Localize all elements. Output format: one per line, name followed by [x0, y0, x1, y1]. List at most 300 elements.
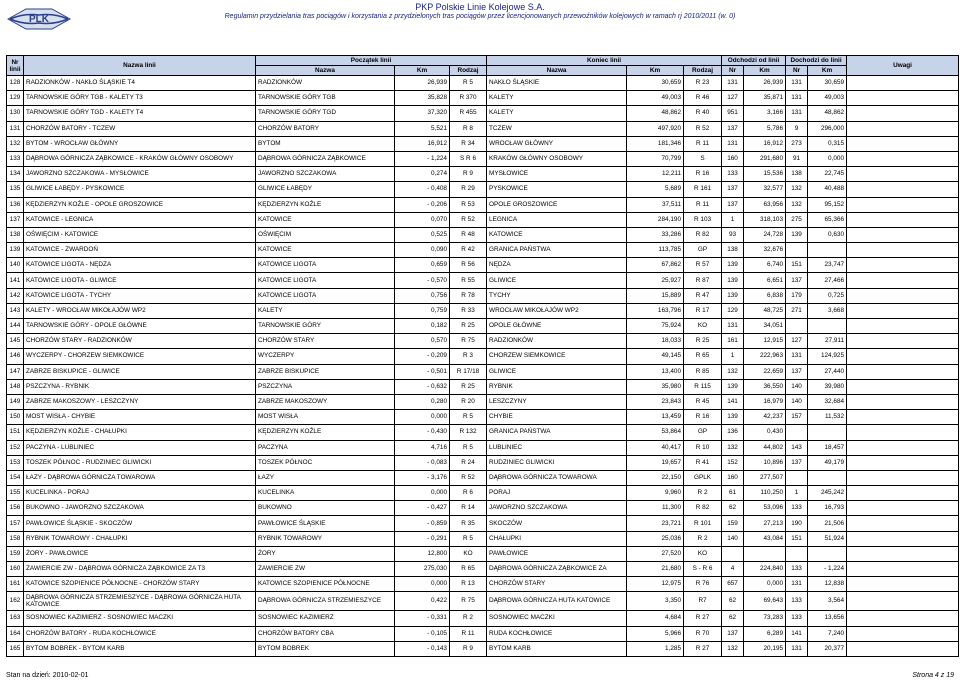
table-cell: 143 — [7, 303, 24, 318]
table-cell: R 9 — [450, 167, 487, 182]
table-cell: R 103 — [684, 212, 722, 227]
table-cell: 37,320 — [395, 106, 450, 121]
table-cell: 27,520 — [627, 546, 684, 561]
table-cell: GP — [684, 425, 722, 440]
table-cell-uwagi — [847, 167, 959, 182]
table-cell: DĄBROWA GÓRNICZA STRZEMIESZYCE - DĄBROWA GÓRNICZA HUTA KATOWICE — [24, 592, 256, 611]
table-cell: 137 — [722, 197, 744, 212]
table-cell: 3,166 — [744, 106, 786, 121]
table-cell: 163 — [7, 611, 24, 626]
table-cell: TOSZEK PÓŁNOC - RUDZINIEC GLIWICKI — [24, 455, 256, 470]
table-cell: R 16 — [684, 410, 722, 425]
table-cell: 162 — [7, 592, 24, 611]
table-cell: 129 — [7, 91, 24, 106]
table-cell: R 17 — [684, 303, 722, 318]
table-cell: 146 — [7, 349, 24, 364]
table-cell: 7,240 — [808, 626, 847, 641]
table-cell: 22,745 — [808, 167, 847, 182]
table-cell: 181,346 — [627, 136, 684, 151]
table-row — [7, 410, 959, 425]
table-cell: 13,656 — [808, 611, 847, 626]
table-cell: 132 — [786, 182, 808, 197]
table-cell: 0,759 — [395, 303, 450, 318]
table-cell: 32,676 — [744, 243, 786, 258]
table-cell: 0,659 — [395, 258, 450, 273]
table-cell: R 34 — [450, 136, 487, 151]
table-cell: 0,000 — [395, 577, 450, 592]
table-cell: - 1,224 — [395, 151, 450, 166]
table-cell: R 17/18 — [450, 364, 487, 379]
table-cell: 27,440 — [808, 364, 847, 379]
table-cell: R 132 — [450, 425, 487, 440]
table-row — [7, 197, 959, 212]
table-cell: 140 — [786, 394, 808, 409]
table-cell: 6,740 — [744, 258, 786, 273]
table-cell: NAKŁO ŚLĄSKIE — [487, 76, 627, 91]
table-cell: 43,084 — [744, 531, 786, 546]
table-cell: R 5 — [450, 76, 487, 91]
table-cell: 136 — [7, 197, 24, 212]
table-cell: ZAWIERCIE ZW - DĄBROWA GÓRNICZA ZĄBKOWICE ZA T3 — [24, 562, 256, 577]
table-cell: SKOCZÓW — [487, 516, 627, 531]
table-cell: 138 — [7, 227, 24, 242]
table-cell-uwagi — [847, 243, 959, 258]
table-cell: 0,182 — [395, 319, 450, 334]
table-cell: 159 — [722, 516, 744, 531]
table-cell: 152 — [7, 440, 24, 455]
table-cell: TYCHY — [487, 288, 627, 303]
table-row — [7, 516, 959, 531]
table-cell: R 8 — [450, 121, 487, 136]
table-cell: 25,036 — [627, 531, 684, 546]
table-cell: 131 — [786, 76, 808, 91]
table-cell: 65,366 — [808, 212, 847, 227]
table-cell: KALETY — [487, 106, 627, 121]
table-cell: 149 — [7, 394, 24, 409]
table-cell: 13,400 — [627, 364, 684, 379]
header-start-km: Km — [395, 66, 450, 76]
table-cell: 62 — [722, 592, 744, 611]
table-cell-uwagi — [847, 151, 959, 166]
table-cell: CHORZÓW BATORY - TCZEW — [24, 121, 256, 136]
table-cell: 318,103 — [744, 212, 786, 227]
table-cell-uwagi — [847, 258, 959, 273]
table-cell-uwagi — [847, 531, 959, 546]
table-cell: 0,000 — [395, 486, 450, 501]
table-cell-uwagi — [847, 136, 959, 151]
table-cell: ZABRZE MAKOSZOWY — [256, 394, 395, 409]
table-cell: 12,800 — [395, 546, 450, 561]
table-cell: 165 — [7, 641, 24, 656]
table-cell: 53,864 — [627, 425, 684, 440]
table-cell: R 65 — [684, 349, 722, 364]
table-cell: - 0,206 — [395, 197, 450, 212]
table-cell: 5,521 — [395, 121, 450, 136]
table-cell: 6,651 — [744, 273, 786, 288]
table-cell: SOSNOWIEC KAZIMIERZ - SOSNOWIEC MACZKI — [24, 611, 256, 626]
table-cell — [786, 470, 808, 485]
table-cell: 16,912 — [395, 136, 450, 151]
table-cell: 139 — [722, 288, 744, 303]
table-cell: R 14 — [450, 501, 487, 516]
table-cell: - 0,430 — [395, 425, 450, 440]
table-cell: 5,966 — [627, 626, 684, 641]
table-row — [7, 76, 959, 91]
header-end-nazwa: Nazwa — [487, 66, 627, 76]
table-cell-uwagi — [847, 394, 959, 409]
table-cell-uwagi — [847, 227, 959, 242]
table-row — [7, 455, 959, 470]
table-cell: 0,756 — [395, 288, 450, 303]
table-cell: 222,963 — [744, 349, 786, 364]
table-cell: KATOWICE - ZWARDOŃ — [24, 243, 256, 258]
table-cell: NĘDZA — [487, 258, 627, 273]
table-cell: - 0,632 — [395, 379, 450, 394]
table-cell: 133 — [786, 611, 808, 626]
table-cell: 161 — [7, 577, 24, 592]
table-cell: R 47 — [684, 288, 722, 303]
header-end-km: Km — [627, 66, 684, 76]
table-cell: 144 — [7, 319, 24, 334]
table-row — [7, 303, 959, 318]
table-cell-uwagi — [847, 626, 959, 641]
document-subtitle: Regulamin przydzielania tras pociągów i korzystania z przydzielonych tras pociągów przez licencjonowanych przewoźników kolejowych w ramach rj 2010/2011 (w. 0) — [224, 13, 736, 20]
table-cell-uwagi — [847, 364, 959, 379]
table-cell: 20,195 — [744, 641, 786, 656]
table-cell: - 0,859 — [395, 516, 450, 531]
table-cell: R 55 — [450, 273, 487, 288]
table-cell-uwagi — [847, 349, 959, 364]
table-cell: KATOWICE LIGOTA — [256, 258, 395, 273]
table-cell: R 11 — [684, 197, 722, 212]
table-cell: R 75 — [450, 334, 487, 349]
table-cell: R 53 — [450, 197, 487, 212]
table-cell: R 16 — [684, 167, 722, 182]
table-cell: 53,096 — [744, 501, 786, 516]
table-cell: GRANICA PAŃSTWA — [487, 425, 627, 440]
table-cell: 5,786 — [744, 121, 786, 136]
table-cell: KATOWICE SZOPIENICE PÓŁNOCNE - CHORZÓW STARY — [24, 577, 256, 592]
table-cell: R 11 — [450, 626, 487, 641]
table-cell: - 0,291 — [395, 531, 450, 546]
table-cell — [722, 546, 744, 561]
table-cell: 15,536 — [744, 167, 786, 182]
table-cell: 20,377 — [808, 641, 847, 656]
table-cell-uwagi — [847, 379, 959, 394]
table-cell — [786, 546, 808, 561]
table-cell: KALETY — [487, 91, 627, 106]
table-cell: R 5 — [450, 531, 487, 546]
table-cell: RADZIONKÓW — [487, 334, 627, 349]
table-cell: 1 — [786, 486, 808, 501]
table-cell: R 76 — [684, 577, 722, 592]
table-cell: 139 — [722, 273, 744, 288]
table-row — [7, 394, 959, 409]
table-cell: 151 — [786, 531, 808, 546]
table-cell: 139 — [722, 258, 744, 273]
table-cell: 160 — [722, 151, 744, 166]
table-cell: 35,828 — [395, 91, 450, 106]
table-cell: R 52 — [450, 470, 487, 485]
table-row — [7, 288, 959, 303]
table-cell: 132 — [722, 440, 744, 455]
table-cell: 141 — [7, 273, 24, 288]
table-cell: 12,838 — [808, 577, 847, 592]
table-cell: MYSŁOWICE — [487, 167, 627, 182]
table-cell: 0,525 — [395, 227, 450, 242]
table-cell: OPOLE GŁÓWNE — [487, 319, 627, 334]
table-cell: RADZIONKÓW — [256, 76, 395, 91]
table-cell: 140 — [786, 379, 808, 394]
table-cell: R 2 — [684, 531, 722, 546]
table-cell: KĘDZIERZYN KOŹLE - OPOLE GROSZOWICE — [24, 197, 256, 212]
table-row — [7, 546, 959, 561]
table-cell: 136 — [722, 425, 744, 440]
table-cell-uwagi — [847, 106, 959, 121]
table-cell: 3,564 — [808, 592, 847, 611]
table-cell: 131 — [786, 91, 808, 106]
table-cell: CHORZÓW BATORY CBA — [256, 626, 395, 641]
table-cell-uwagi — [847, 273, 959, 288]
table-cell: R 101 — [684, 516, 722, 531]
table-cell: ZABRZE MAKOSZOWY - LESZCZYNY — [24, 394, 256, 409]
table-cell: 36,550 — [744, 379, 786, 394]
table-cell: 137 — [7, 212, 24, 227]
table-cell: 0,315 — [808, 136, 847, 151]
table-cell: KATOWICE - LEGNICA — [24, 212, 256, 227]
table-cell: CHORZÓW STARY — [487, 577, 627, 592]
table-cell: 48,862 — [627, 106, 684, 121]
table-cell: TARNOWSKIE GÓRY TGD - KALETY T4 — [24, 106, 256, 121]
table-cell: R 65 — [450, 562, 487, 577]
table-cell: 13,459 — [627, 410, 684, 425]
table-cell: 134 — [7, 167, 24, 182]
footer-page: Strona 4 z 19 — [912, 672, 954, 679]
table-cell: 33,286 — [627, 227, 684, 242]
table-row — [7, 349, 959, 364]
table-cell: ŁAZY — [256, 470, 395, 485]
table-cell: 135 — [7, 182, 24, 197]
table-cell: CHYBIE — [487, 410, 627, 425]
table-cell: 127 — [786, 334, 808, 349]
table-cell: DĄBROWA GÓRNICZA ZĄBKOWICE — [256, 151, 395, 166]
lines-table — [6, 55, 959, 657]
table-cell: 133 — [7, 151, 24, 166]
table-cell: OŚWIĘCIM — [256, 227, 395, 242]
table-row — [7, 379, 959, 394]
table-cell: KO — [684, 546, 722, 561]
table-cell: 133 — [722, 167, 744, 182]
table-cell-uwagi — [847, 319, 959, 334]
table-cell: PACZYNA - LUBLINIEC — [24, 440, 256, 455]
logo-text: PLK — [29, 14, 49, 25]
table-cell: 147 — [7, 364, 24, 379]
table-cell: DĄBROWA GÓRNICZA ZĄBKOWICE ZA — [487, 562, 627, 577]
table-cell: 131 — [786, 106, 808, 121]
table-cell: 0,000 — [744, 577, 786, 592]
table-cell-uwagi — [847, 440, 959, 455]
table-cell: KATOWICE — [256, 243, 395, 258]
table-row — [7, 182, 959, 197]
table-cell-uwagi — [847, 182, 959, 197]
table-cell: R 23 — [684, 76, 722, 91]
table-cell: R 11 — [684, 136, 722, 151]
table-cell: R 2 — [684, 486, 722, 501]
table-cell: 11,532 — [808, 410, 847, 425]
table-cell: 63,956 — [744, 197, 786, 212]
table-cell-uwagi — [847, 611, 959, 626]
table-cell: KATOWICE — [256, 212, 395, 227]
table-cell: 18,033 — [627, 334, 684, 349]
table-row — [7, 243, 959, 258]
header-end-rodzaj: Rodzaj — [684, 66, 722, 76]
table-cell: R7 — [684, 592, 722, 611]
table-cell: PSZCZYNA - RYBNIK — [24, 379, 256, 394]
table-cell: 140 — [7, 258, 24, 273]
table-cell: 190 — [786, 516, 808, 531]
table-cell: CHORZEW SIEMKOWICE — [487, 349, 627, 364]
table-cell: 164 — [7, 626, 24, 641]
table-cell: 16,793 — [808, 501, 847, 516]
table-cell: R 56 — [450, 258, 487, 273]
table-cell: 3,350 — [627, 592, 684, 611]
table-cell: 44,802 — [744, 440, 786, 455]
table-cell: 6,289 — [744, 626, 786, 641]
table-cell: - 0,570 — [395, 273, 450, 288]
table-cell: R 75 — [450, 592, 487, 611]
table-row — [7, 470, 959, 485]
header-poczatek: Początek linii — [256, 56, 487, 66]
table-cell: R 161 — [684, 182, 722, 197]
table-cell: 32,684 — [808, 394, 847, 409]
table-cell: R 115 — [684, 379, 722, 394]
table-cell: RYBNIK TOWAROWY - CHAŁUPKI — [24, 531, 256, 546]
table-cell: 69,643 — [744, 592, 786, 611]
table-cell: OŚWIĘCIM - KATOWICE — [24, 227, 256, 242]
table-cell: 275 — [786, 212, 808, 227]
table-row — [7, 486, 959, 501]
table-cell-uwagi — [847, 486, 959, 501]
table-row — [7, 364, 959, 379]
table-cell: R 48 — [450, 227, 487, 242]
table-cell: 22,150 — [627, 470, 684, 485]
table-cell — [808, 546, 847, 561]
table-cell: BYTOM KARB — [487, 641, 627, 656]
table-cell: R 5 — [450, 410, 487, 425]
table-cell: 153 — [7, 455, 24, 470]
table-cell-uwagi — [847, 516, 959, 531]
table-cell: 128 — [7, 76, 24, 91]
header-nr-linii: Nr linii — [7, 56, 24, 76]
table-row — [7, 151, 959, 166]
table-cell: 127 — [722, 91, 744, 106]
table-cell: - 0,501 — [395, 364, 450, 379]
table-cell: 132 — [7, 136, 24, 151]
table-cell — [808, 425, 847, 440]
table-cell: - 0,331 — [395, 611, 450, 626]
table-cell: R 42 — [450, 243, 487, 258]
table-cell: KATOWICE LIGOTA - NĘDZA — [24, 258, 256, 273]
table-cell: R 35 — [450, 516, 487, 531]
table-cell: 12,211 — [627, 167, 684, 182]
table-cell: 51,924 — [808, 531, 847, 546]
table-cell: 49,145 — [627, 349, 684, 364]
table-cell: GLIWICE ŁABĘDY - PYSKOWICE — [24, 182, 256, 197]
table-cell: 137 — [722, 182, 744, 197]
table-cell: TARNOWSKIE GÓRY TGB - KALETY T3 — [24, 91, 256, 106]
table-cell: 131 — [7, 121, 24, 136]
table-cell: R 78 — [450, 288, 487, 303]
table-cell: 19,657 — [627, 455, 684, 470]
table-cell: KALETY — [256, 303, 395, 318]
table-cell: 0,422 — [395, 592, 450, 611]
table-cell: 75,924 — [627, 319, 684, 334]
table-cell: 16,912 — [744, 136, 786, 151]
table-cell: 93 — [722, 227, 744, 242]
table-cell: - 0,408 — [395, 182, 450, 197]
table-cell: 141 — [786, 626, 808, 641]
table-cell: ZABRZE BISKUPICE - GLIWICE — [24, 364, 256, 379]
table-cell: 21,506 — [808, 516, 847, 531]
table-cell: 139 — [7, 243, 24, 258]
table-cell: DĄBROWA GÓRNICZA STRZEMIESZYCE — [256, 592, 395, 611]
table-cell: 9 — [786, 121, 808, 136]
table-row — [7, 334, 959, 349]
table-cell: 152 — [722, 455, 744, 470]
table-cell: S - R 6 — [684, 562, 722, 577]
table-cell: KATOWICE LIGOTA - GLIWICE — [24, 273, 256, 288]
table-cell: R 3 — [450, 349, 487, 364]
table-cell: KATOWICE LIGOTA — [256, 288, 395, 303]
table-cell-uwagi — [847, 288, 959, 303]
table-cell: 40,488 — [808, 182, 847, 197]
table-cell-uwagi — [847, 76, 959, 91]
table-cell: 0,090 — [395, 243, 450, 258]
table-cell: 158 — [7, 531, 24, 546]
table-cell: 148 — [7, 379, 24, 394]
table-row — [7, 531, 959, 546]
table-cell: GP — [684, 243, 722, 258]
header-odchodzi: Odchodzi od linii — [722, 56, 786, 66]
table-cell: R 25 — [450, 319, 487, 334]
table-cell: 37,511 — [627, 197, 684, 212]
table-cell: RYBNIK TOWAROWY — [256, 531, 395, 546]
table-cell: DĄBROWA GÓRNICZA TOWAROWA — [487, 470, 627, 485]
table-cell: 273 — [786, 136, 808, 151]
table-cell: 160 — [7, 562, 24, 577]
table-cell: 137 — [786, 455, 808, 470]
table-cell: R 2 — [450, 611, 487, 626]
table-cell: S — [684, 151, 722, 166]
table-row — [7, 106, 959, 121]
table-cell: R 5 — [450, 440, 487, 455]
table-cell: 131 — [786, 577, 808, 592]
header-uwagi: Uwagi — [847, 56, 959, 76]
table-cell: OPOLE GROSZOWICE — [487, 197, 627, 212]
table-cell: 27,911 — [808, 334, 847, 349]
table-cell: 138 — [786, 167, 808, 182]
table-cell: KATOWICE LIGOTA — [256, 273, 395, 288]
table-cell: 32,577 — [744, 182, 786, 197]
table-cell: 151 — [786, 258, 808, 273]
table-cell: 1 — [722, 212, 744, 227]
table-cell-uwagi — [847, 641, 959, 656]
table-cell-uwagi — [847, 577, 959, 592]
table-cell: 140 — [722, 531, 744, 546]
table-cell: 129 — [722, 303, 744, 318]
table-cell: CHORZÓW BATORY — [256, 121, 395, 136]
table-cell: 133 — [786, 592, 808, 611]
